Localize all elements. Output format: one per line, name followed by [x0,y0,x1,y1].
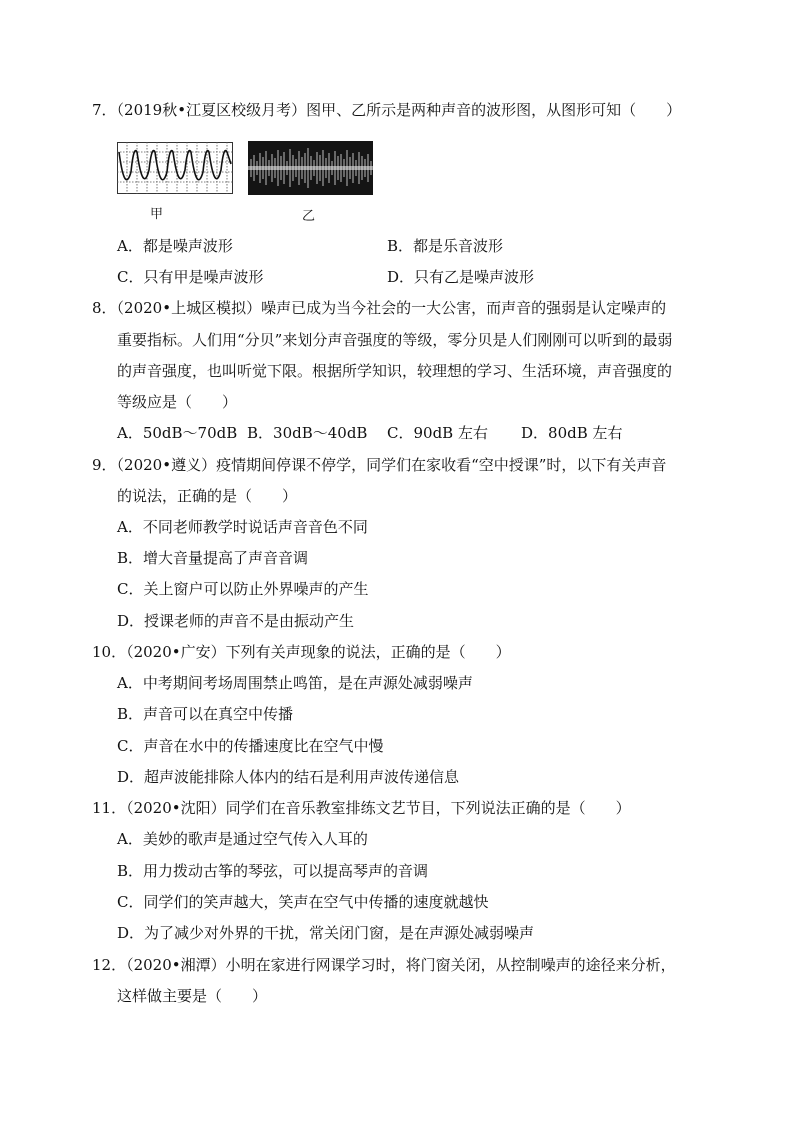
q10-option-c[interactable]: C．声音在水中的传播速度比在空气中慢 [117,737,384,755]
q7-option-d[interactable]: D．只有乙是噪声波形 [387,268,535,286]
q9-option-d[interactable]: D．授课老师的声音不是由振动产生 [117,612,355,630]
q11-stem: 11．（2020•沈阳）同学们在音乐教室排练文艺节目，下列说法正确的是（ ） [92,799,631,817]
q12-stem-line-1: 12．（2020•湘潭）小明在家进行网课学习时，将门窗关闭，从控制噪声的途径来分析， [92,956,676,974]
q8-stem-line-3: 的声音强度，也叫听觉下限。根据所学知识，较理想的学习、生活环境，声音强度的 [117,362,673,380]
waveform-b-label: 乙 [302,209,316,224]
q8-option-b[interactable]: B．30dB～40dB [247,424,368,442]
q12-stem-line-2: 这样做主要是（ ） [117,987,268,1005]
q8-option-c[interactable]: C．90dB 左右 [387,424,488,442]
q8-option-d[interactable]: D．80dB 左右 [521,424,623,442]
waveform-b-graphic [248,141,373,195]
waveform-a-figure [117,142,233,194]
q11-option-d[interactable]: D．为了减少对外界的干扰，常关闭门窗，是在声源处减弱噪声 [117,924,535,942]
q11-option-c[interactable]: C．同学们的笑声越大，笑声在空气中传播的速度就越快 [117,893,489,911]
q7-option-a[interactable]: A．都是噪声波形 [117,237,233,255]
q9-stem-line-1: 9．（2020•遵义）疫情期间停课不停学，同学们在家收看“空中授课”时，以下有关声音 [92,456,667,474]
q10-option-b[interactable]: B．声音可以在真空中传播 [117,705,294,723]
q9-option-a[interactable]: A．不同老师教学时说话声音音色不同 [117,518,368,536]
q9-stem-line-2: 的说法，正确的是（ ） [117,487,298,505]
waveform-a-label: 甲 [150,207,164,222]
q10-option-d[interactable]: D．超声波能排除人体内的结石是利用声波传递信息 [117,768,460,786]
q10-option-a[interactable]: A．中考期间考场周围禁止鸣笛，是在声源处减弱噪声 [117,674,473,692]
q11-option-b[interactable]: B．用力拨动古筝的琴弦，可以提高琴声的音调 [117,862,429,880]
q7-option-c[interactable]: C．只有甲是噪声波形 [117,268,264,286]
q10-stem: 10．（2020•广安）下列有关声现象的说法，正确的是（ ） [92,643,511,661]
q8-stem-line-4: 等级应是（ ） [117,393,238,411]
q11-option-a[interactable]: A．美妙的歌声是通过空气传入人耳的 [117,830,368,848]
q7-option-b[interactable]: B．都是乐音波形 [387,237,504,255]
q8-stem-line-2: 重要指标。人们用“分贝”来划分声音强度的等级，零分贝是人们刚刚可以听到的最弱 [117,331,673,349]
waveform-b-figure [248,141,373,195]
q7-stem: 7．（2019秋•江夏区校级月考）图甲、乙所示是两种声音的波形图，从图形可知（ ） [92,101,682,119]
q9-option-b[interactable]: B．增大音量提高了声音音调 [117,549,309,567]
q9-option-c[interactable]: C．关上窗户可以防止外界噪声的产生 [117,580,369,598]
waveform-a-graphic [117,142,233,194]
q8-stem-line-1: 8．（2020•上城区模拟）噪声已成为当今社会的一大公害，而声音的强弱是认定噪声的 [92,299,667,317]
q8-option-a[interactable]: A．50dB～70dB [117,424,238,442]
